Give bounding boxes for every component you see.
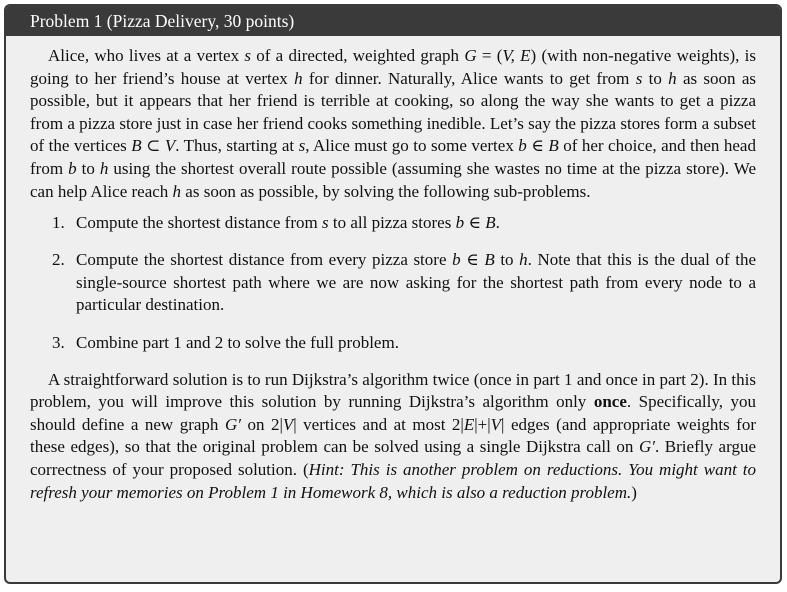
hint-text: Hint: This is another problem on reductions. You might want to refresh your memories on Problem 1 in Homework 8, which is also a reduction problem. bbox=[30, 460, 756, 502]
step-text: Compute the shortest distance from every pizza store bbox=[76, 250, 453, 270]
math-var: s bbox=[635, 68, 643, 88]
intro-text: as soon as possible, but it appears that her friend is terrible at cooking, so along the way she wants to get a pizza from a pizza store just in case her friend cooks something inedible. Let’s say the pizza stores form a subset of the vertices bbox=[30, 68, 756, 156]
closing-text: ) bbox=[631, 482, 637, 502]
step-text: Compute the shortest distance from bbox=[76, 213, 322, 233]
list-item bbox=[30, 249, 756, 317]
closing-text: |+| bbox=[474, 414, 491, 434]
math-var: G′ bbox=[638, 437, 655, 457]
step-text: Combine part 1 and 2 to solve the full problem. bbox=[76, 332, 399, 352]
math-var: h bbox=[294, 68, 303, 88]
math-var: h bbox=[668, 68, 677, 88]
intro-paragraph bbox=[30, 45, 756, 203]
math-var: V bbox=[164, 136, 176, 156]
list-item bbox=[30, 332, 756, 355]
intro-text: of a directed, weighted graph bbox=[250, 46, 465, 65]
step-text: . Note that this is the dual of the single-source shortest path where we are now asking for the shortest path from every node to a particular destination. bbox=[76, 250, 756, 315]
intro-text: ) (with non-negative weights), is going to her friend’s house at vertex bbox=[30, 46, 757, 88]
closing-text: . Specifically, you should define a new graph bbox=[30, 392, 756, 434]
step-text: to bbox=[494, 250, 520, 270]
math-var: B bbox=[548, 136, 559, 156]
math-var: b bbox=[518, 136, 527, 156]
intro-text: to bbox=[76, 158, 100, 178]
list-number: 2. bbox=[52, 250, 65, 270]
math-var: s bbox=[321, 213, 329, 233]
step-text: to all pizza stores bbox=[328, 213, 456, 233]
math-var: B bbox=[484, 250, 495, 270]
intro-text: = ( bbox=[476, 46, 503, 65]
emphasis-once: once bbox=[593, 392, 627, 412]
step-text: . bbox=[495, 213, 500, 233]
math-var: b bbox=[455, 213, 465, 233]
math-var: B bbox=[131, 136, 142, 156]
closing-text: . Briefly argue correctness of your proposed solution. ( bbox=[30, 437, 756, 479]
math-var: s bbox=[244, 46, 251, 65]
closing-text: | edges (and appropriate weights for these edges), so that the original problem can be solved using a single Dijkstra call on bbox=[30, 414, 757, 457]
math-var: V bbox=[282, 414, 294, 434]
math-var: G bbox=[464, 46, 477, 65]
problem-box bbox=[4, 4, 782, 584]
subproblem-list bbox=[30, 212, 756, 354]
math-var: b bbox=[452, 250, 461, 270]
list-number: 3. bbox=[52, 332, 65, 352]
closing-paragraph bbox=[30, 369, 756, 505]
intro-text: ∈ bbox=[526, 136, 549, 156]
math-var: B bbox=[485, 213, 496, 233]
intro-text: . Thus, starting at bbox=[175, 136, 299, 156]
intro-text: , Alice must go to some vertex bbox=[305, 136, 519, 156]
intro-text: Alice, who lives at a vertex bbox=[48, 46, 245, 65]
intro-text: to bbox=[642, 68, 669, 88]
closing-text: A straightforward solution is to run Dijkstra’s algorithm twice (once in part 1 and once in part 2). In this problem, you will improve this solution by running Dijkstra’s algorithm only bbox=[30, 369, 756, 412]
intro-text: for dinner. Naturally, Alice wants to get from bbox=[302, 68, 636, 88]
math-var: V, E bbox=[502, 46, 531, 65]
closing-text: | vertices and at most 2| bbox=[293, 414, 464, 434]
math-var: b bbox=[68, 158, 77, 178]
step-text: ∈ bbox=[460, 250, 485, 270]
math-var: h bbox=[99, 158, 109, 178]
math-var: G′ bbox=[224, 414, 241, 434]
math-var: s bbox=[298, 136, 306, 156]
intro-text: of her choice, and then head from bbox=[30, 136, 756, 178]
math-var: V bbox=[490, 414, 502, 434]
intro-text: using the shortest overall route possible (assuming she wastes no time at the pizza store). We can help Alice reach bbox=[30, 158, 756, 201]
list-item bbox=[30, 212, 756, 235]
intro-text: ⊂ bbox=[141, 136, 165, 156]
problem-title: Problem 1 (Pizza Delivery, 30 points) bbox=[6, 6, 780, 36]
closing-text: on 2| bbox=[240, 414, 283, 434]
intro-text: as soon as possible, by solving the following sub-problems. bbox=[181, 181, 591, 201]
math-var: h bbox=[519, 250, 528, 270]
step-text: ∈ bbox=[464, 213, 486, 233]
math-var: h bbox=[172, 181, 182, 201]
math-var: E bbox=[463, 414, 475, 434]
problem-content bbox=[6, 36, 780, 504]
list-number: 1. bbox=[52, 213, 65, 233]
